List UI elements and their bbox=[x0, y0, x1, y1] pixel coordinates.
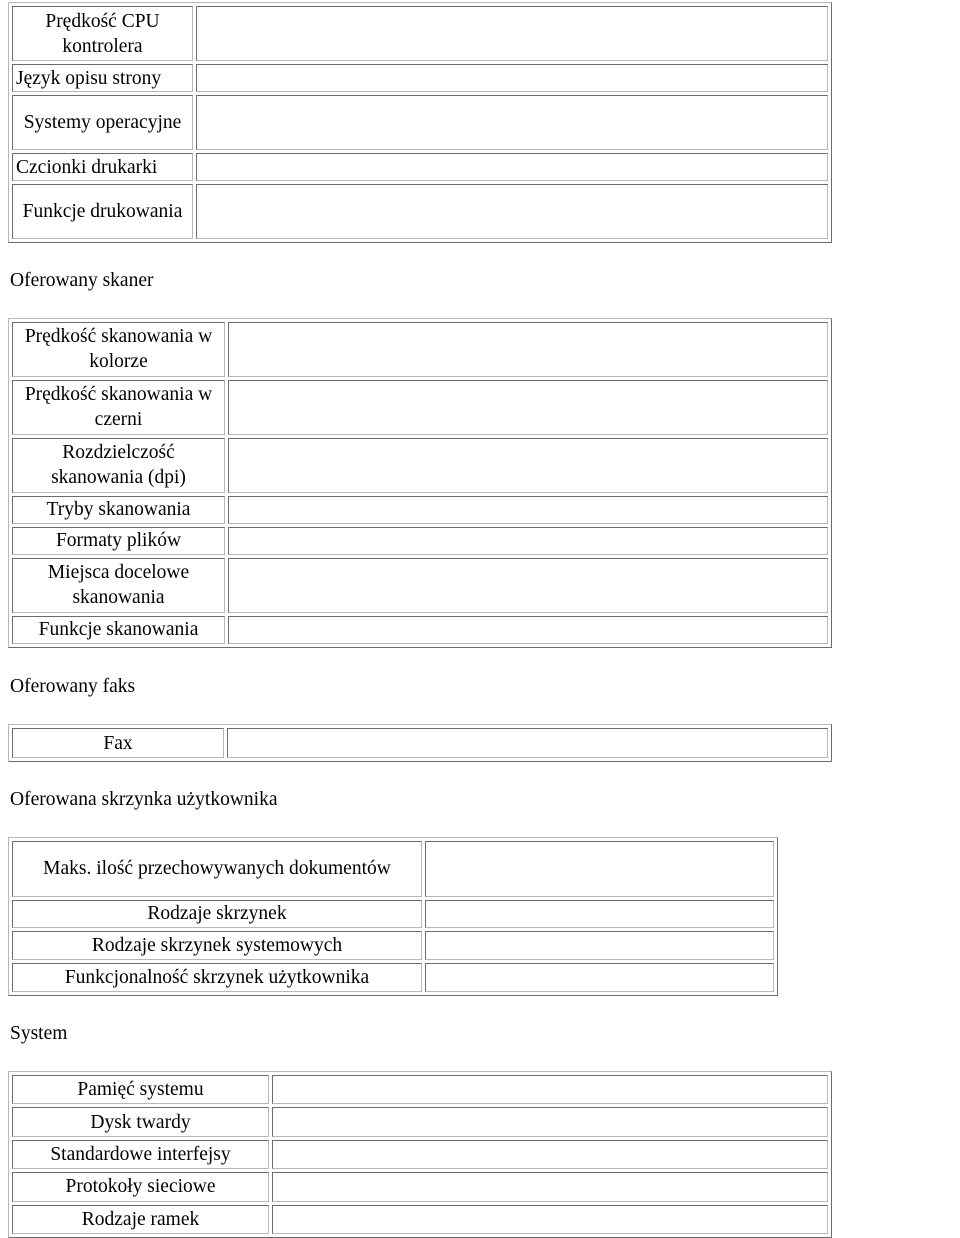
spec-value-cell[interactable] bbox=[228, 438, 828, 493]
spec-label-text: Tryby skanowania bbox=[46, 499, 191, 521]
table-row bbox=[12, 322, 828, 377]
table-row bbox=[12, 728, 828, 758]
spec-label-text: Rozdzielczość skanowania (dpi) bbox=[51, 442, 186, 489]
spec-label-text: Prędkość skanowania w czerni bbox=[24, 384, 213, 431]
spec-label-text: Rodzaje skrzynek bbox=[147, 903, 287, 925]
spec-label bbox=[12, 616, 225, 644]
spec-label bbox=[12, 1205, 269, 1234]
spec-label bbox=[12, 931, 422, 960]
table-row bbox=[12, 380, 828, 435]
spec-value-cell[interactable] bbox=[227, 728, 828, 758]
spec-label-text: Język opisu strony bbox=[16, 67, 162, 89]
table-row bbox=[12, 184, 828, 239]
spec-value-cell[interactable] bbox=[272, 1075, 828, 1104]
table-row bbox=[12, 6, 828, 61]
spec-label-text: Systemy operacyjne bbox=[23, 112, 182, 133]
table-row bbox=[12, 496, 828, 524]
spec-value-cell[interactable] bbox=[272, 1172, 828, 1201]
spec-value-cell[interactable] bbox=[425, 900, 774, 929]
spec-label bbox=[12, 1172, 269, 1201]
table-row bbox=[12, 438, 828, 493]
spec-label-text: Miejsca docelowe skanowania bbox=[47, 562, 190, 609]
spec-label-text: Funkcje drukowania bbox=[22, 201, 183, 222]
spec-value-cell[interactable] bbox=[228, 558, 828, 613]
spec-label-text: Funkcjonalność skrzynek użytkownika bbox=[64, 967, 370, 989]
table-row bbox=[12, 95, 828, 150]
section-heading-mailbox: Oferowana skrzynka użytkownika bbox=[10, 789, 278, 810]
spec-value-cell[interactable] bbox=[272, 1205, 828, 1234]
spec-label bbox=[12, 95, 193, 150]
spec-value-cell[interactable] bbox=[228, 527, 828, 555]
system-spec-table bbox=[8, 1071, 832, 1238]
section-heading-fax: Oferowany faks bbox=[10, 676, 136, 697]
spec-value-cell[interactable] bbox=[196, 184, 828, 239]
spec-label-text: Funkcje skanowania bbox=[38, 619, 199, 641]
spec-value-cell[interactable] bbox=[272, 1140, 828, 1169]
spec-label bbox=[12, 380, 225, 435]
spec-label bbox=[12, 728, 224, 758]
spec-value-cell[interactable] bbox=[228, 616, 828, 644]
spec-value-cell[interactable] bbox=[196, 153, 828, 181]
section-heading-scanner: Oferowany skaner bbox=[10, 270, 154, 291]
spec-value-cell[interactable] bbox=[196, 6, 828, 61]
spec-label-text: Formaty plików bbox=[55, 530, 182, 552]
table-row bbox=[12, 963, 774, 992]
table-row bbox=[12, 616, 828, 644]
spec-label-text: Standardowe interfejsy bbox=[50, 1143, 231, 1165]
table-row bbox=[12, 1075, 828, 1104]
printer-spec-table bbox=[8, 2, 832, 243]
spec-label bbox=[12, 1140, 269, 1169]
spec-label-text: Prędkość skanowania w kolorze bbox=[24, 326, 213, 373]
spec-value-cell[interactable] bbox=[196, 64, 828, 92]
table-row bbox=[12, 64, 828, 92]
table-row bbox=[12, 558, 828, 613]
spec-label bbox=[12, 1075, 269, 1104]
spec-label-text: Pamięć systemu bbox=[77, 1079, 204, 1101]
spec-label bbox=[12, 496, 225, 524]
table-row bbox=[12, 900, 774, 929]
spec-label bbox=[12, 153, 193, 181]
table-row bbox=[12, 1205, 828, 1234]
table-row bbox=[12, 153, 828, 181]
spec-label bbox=[12, 900, 422, 929]
spec-label bbox=[12, 322, 225, 377]
spec-label-text: Prędkość CPU kontrolera bbox=[45, 10, 160, 57]
fax-spec-table bbox=[8, 724, 832, 762]
spec-label bbox=[12, 6, 193, 61]
spec-label bbox=[12, 438, 225, 493]
spec-value-cell[interactable] bbox=[196, 95, 828, 150]
spec-value-cell[interactable] bbox=[228, 496, 828, 524]
spec-value-cell[interactable] bbox=[425, 841, 774, 897]
spec-label-text: Fax bbox=[103, 732, 133, 754]
spec-label-text: Protokoły sieciowe bbox=[65, 1176, 216, 1198]
spec-label bbox=[12, 963, 422, 992]
spec-label-text: Dysk twardy bbox=[90, 1111, 191, 1133]
spec-value-cell[interactable] bbox=[228, 322, 828, 377]
mailbox-spec-table bbox=[8, 837, 778, 996]
spec-value-cell[interactable] bbox=[272, 1107, 828, 1136]
spec-label-text: Maks. ilość przechowywanych dokumentów bbox=[43, 858, 391, 880]
spec-label-text: Rodzaje ramek bbox=[81, 1208, 200, 1230]
spec-label-text: Rodzaje skrzynek systemowych bbox=[91, 935, 343, 957]
scanner-spec-table bbox=[8, 318, 832, 648]
table-row bbox=[12, 527, 828, 555]
spec-value-cell[interactable] bbox=[425, 963, 774, 992]
spec-value-cell[interactable] bbox=[228, 380, 828, 435]
spec-label bbox=[12, 184, 193, 239]
spec-value-cell[interactable] bbox=[425, 931, 774, 960]
spec-label bbox=[12, 1107, 269, 1136]
table-row bbox=[12, 841, 774, 897]
table-row bbox=[12, 1172, 828, 1201]
table-row bbox=[12, 1140, 828, 1169]
spec-label-text: Czcionki drukarki bbox=[16, 156, 158, 178]
table-row bbox=[12, 931, 774, 960]
section-heading-system: System bbox=[10, 1023, 68, 1044]
spec-label bbox=[12, 558, 225, 613]
spec-label bbox=[12, 841, 422, 897]
spec-label bbox=[12, 527, 225, 555]
table-row bbox=[12, 1107, 828, 1136]
spec-label bbox=[12, 64, 193, 92]
